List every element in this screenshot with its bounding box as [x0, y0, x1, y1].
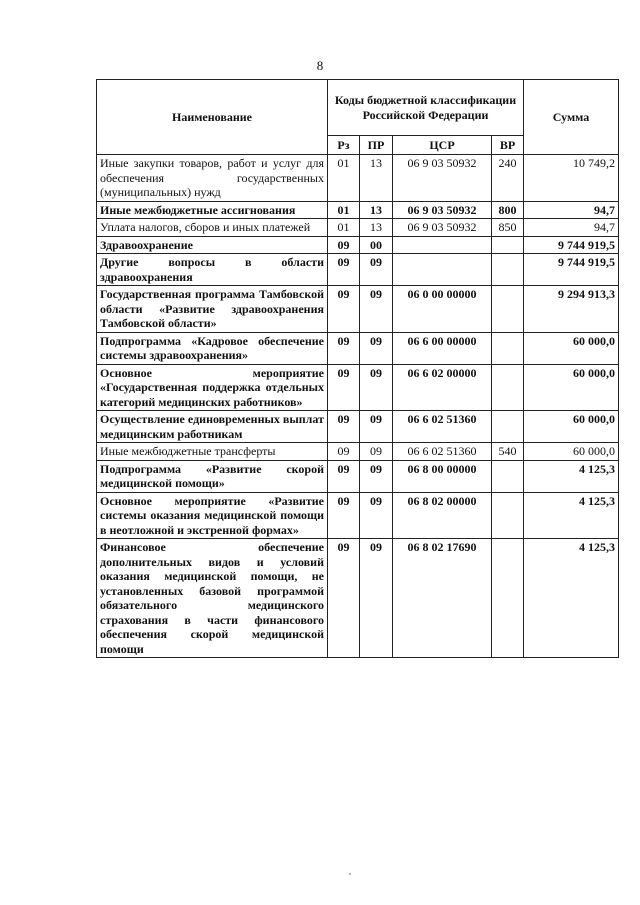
row-csr: 06 9 03 50932	[393, 219, 492, 237]
row-vr: 240	[492, 155, 524, 202]
row-vr	[492, 492, 524, 539]
row-name: Иные межбюджетные ассигнования	[97, 201, 328, 219]
row-rz: 01	[328, 201, 360, 219]
table-row	[97, 201, 619, 219]
row-pr: 13	[360, 201, 393, 219]
row-vr: 800	[492, 201, 524, 219]
row-rz: 09	[328, 460, 360, 492]
table-row	[97, 411, 619, 443]
row-pr: 13	[360, 219, 393, 237]
row-csr: 06 9 03 50932	[393, 155, 492, 202]
table-row	[97, 286, 619, 333]
row-pr: 09	[360, 364, 393, 411]
row-csr	[393, 254, 492, 286]
table-row	[97, 332, 619, 364]
row-rz: 09	[328, 443, 360, 461]
scan-dot	[349, 873, 351, 875]
table-row	[97, 539, 619, 658]
row-sum: 4 125,3	[524, 539, 619, 658]
table-row	[97, 254, 619, 286]
row-name: Уплата налогов, сборов и иных платежей	[97, 219, 328, 237]
row-vr	[492, 411, 524, 443]
row-csr: 06 6 02 00000	[393, 364, 492, 411]
row-sum: 10 749,2	[524, 155, 619, 202]
table-row	[97, 492, 619, 539]
row-sum: 60 000,0	[524, 411, 619, 443]
row-vr	[492, 364, 524, 411]
row-name: Финансовое обеспечение дополнительных видов и условий оказания медицинской помощи, не установленных базовой программой обязательного медицинского страхования в части финансового обеспечения скорой медицинской помощи	[97, 539, 328, 658]
row-sum: 4 125,3	[524, 492, 619, 539]
row-pr: 13	[360, 155, 393, 202]
budget-table	[96, 79, 619, 658]
row-sum: 9 294 913,3	[524, 286, 619, 333]
row-csr: 06 8 02 00000	[393, 492, 492, 539]
row-name: Государственная программа Тамбовской области «Развитие здравоохранения Тамбовской области»	[97, 286, 328, 333]
row-csr: 06 6 02 51360	[393, 443, 492, 461]
row-vr: 540	[492, 443, 524, 461]
table-row	[97, 219, 619, 237]
table-body	[97, 155, 619, 658]
row-vr	[492, 236, 524, 254]
header-sum: Сумма	[524, 80, 619, 155]
row-csr: 06 8 02 17690	[393, 539, 492, 658]
row-rz: 01	[328, 155, 360, 202]
row-name: Подпрограмма «Развитие скорой медицинской помощи»	[97, 460, 328, 492]
row-rz: 09	[328, 236, 360, 254]
row-name: Иные межбюджетные трансферты	[97, 443, 328, 461]
table-row	[97, 443, 619, 461]
row-name: Основное мероприятие «Государственная поддержка отдельных категорий медицинских работников»	[97, 364, 328, 411]
header-csr: ЦСР	[393, 136, 492, 155]
row-sum: 60 000,0	[524, 332, 619, 364]
row-sum: 9 744 919,5	[524, 254, 619, 286]
table-row	[97, 364, 619, 411]
row-pr: 00	[360, 236, 393, 254]
header-codes: Коды бюджетной классификации Российской Федерации	[328, 80, 524, 136]
row-rz: 09	[328, 539, 360, 658]
table-row	[97, 236, 619, 254]
row-pr: 09	[360, 460, 393, 492]
table-row	[97, 155, 619, 202]
row-csr: 06 0 00 00000	[393, 286, 492, 333]
row-vr	[492, 286, 524, 333]
row-pr: 09	[360, 254, 393, 286]
table-header	[97, 80, 619, 155]
row-pr: 09	[360, 539, 393, 658]
row-vr	[492, 539, 524, 658]
row-pr: 09	[360, 443, 393, 461]
row-rz: 09	[328, 364, 360, 411]
row-rz: 09	[328, 286, 360, 333]
row-sum: 60 000,0	[524, 443, 619, 461]
row-csr: 06 9 03 50932	[393, 201, 492, 219]
row-vr	[492, 254, 524, 286]
row-pr: 09	[360, 286, 393, 333]
row-rz: 09	[328, 332, 360, 364]
header-name: Наименование	[97, 80, 328, 155]
row-pr: 09	[360, 411, 393, 443]
row-rz: 01	[328, 219, 360, 237]
row-name: Основное мероприятие «Развитие системы оказания медицинской помощи в неотложной и экстренной формах»	[97, 492, 328, 539]
row-sum: 94,7	[524, 201, 619, 219]
row-pr: 09	[360, 492, 393, 539]
header-vr: ВР	[492, 136, 524, 155]
header-pr: ПР	[360, 136, 393, 155]
row-csr: 06 6 02 51360	[393, 411, 492, 443]
row-rz: 09	[328, 411, 360, 443]
row-vr	[492, 460, 524, 492]
row-rz: 09	[328, 254, 360, 286]
row-name: Осуществление единовременных выплат медицинским работникам	[97, 411, 328, 443]
row-csr	[393, 236, 492, 254]
row-name: Здравоохранение	[97, 236, 328, 254]
row-name: Подпрограмма «Кадровое обеспечение системы здравоохранения»	[97, 332, 328, 364]
table-row	[97, 460, 619, 492]
row-pr: 09	[360, 332, 393, 364]
row-sum: 4 125,3	[524, 460, 619, 492]
row-rz: 09	[328, 492, 360, 539]
row-sum: 60 000,0	[524, 364, 619, 411]
page-number: 8	[316, 58, 324, 73]
row-name: Другие вопросы в области здравоохранения	[97, 254, 328, 286]
header-rz: Рз	[328, 136, 360, 155]
row-name: Иные закупки товаров, работ и услуг для обеспечения государственных (муниципальных) нужд	[97, 155, 328, 202]
row-vr	[492, 332, 524, 364]
row-sum: 94,7	[524, 219, 619, 237]
row-vr: 850	[492, 219, 524, 237]
row-csr: 06 8 00 00000	[393, 460, 492, 492]
row-sum: 9 744 919,5	[524, 236, 619, 254]
row-csr: 06 6 00 00000	[393, 332, 492, 364]
